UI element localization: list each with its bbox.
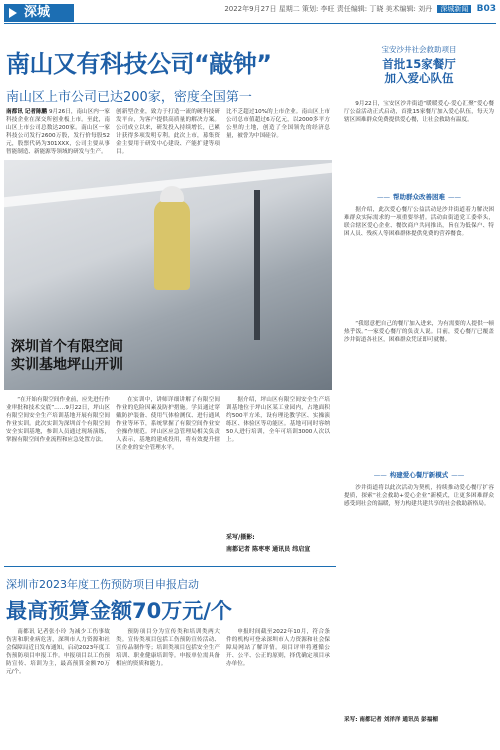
story1-text-3: 比不乏超过10%的上市企业。南山区上市公司总市值超过6万亿元，以2000多平方公里的土地，创造了全国领先的经济总量，被誉为中国硅谷。 [226, 109, 330, 139]
side-title-line-1: 首批15家餐厅 [382, 57, 456, 71]
story3-column-2 [116, 628, 220, 746]
story2-text-3: 据介绍，坪山区有限空间安全生产培训基地位于坪山区某工业园内，占地面积约500平方米，设有理论教学区、实操演练区、体验区等功能区。基地可同时容纳50人进行培训，全年可培训3000人次以上。 [226, 397, 330, 443]
story2-text-1: “在开始有限空间作业前，应先进行作业审批和技术交底”……9月22日，坪山区有限空间安全生产培训基地开展有限空间作业实训。此次实训为深圳首个有限空间安全实训基地，参训人员通过现场演练，掌握有限空间作业流程和应急处置方法。 [6, 397, 110, 443]
side-title-line-2: 加入爱心队伍 [384, 71, 454, 85]
story2-text-2: 在实训中，讲师详细讲解了有限空间作业的危险因素及防护措施。学员通过穿戴防护装备、使用气体检测仪、进行通风作业等环节，系统掌握了有限空间作业安全操作规范。坪山区应急管理局相关负责人表示，基地的建成投用，将有效提升辖区企业的安全管理水平。 [116, 397, 220, 451]
story1-title: 南山又有科技公司“敲钟” [6, 50, 272, 78]
edition-badge: 深城新闻 [437, 5, 471, 13]
photo-caption-line-2: 实训基地坪山开训 [11, 357, 123, 373]
side-paragraph-2 [344, 320, 494, 430]
side-paragraph-2-text: “我愿意把自己的餐厅加入进来，为有需要的人提供一顿热乎饭。”一家爱心餐厅的负责人说。目前，爱心餐厅已覆盖沙井街道各社区，困难群众凭证即可就餐。 [344, 321, 494, 343]
story3-title: 最高预算金额70万元/个 [6, 599, 232, 623]
story2-column-1 [6, 396, 110, 562]
side-paragraph-3-text: 沙井街道将以此次活动为契机，持续推动爱心餐厅扩容提质，探索“社会救助+爱心企业”新模式，让更多困难群众感受到社会的温暖，努力构建共建共享的社会救助新格局。 [344, 485, 494, 507]
story3-divider [4, 566, 336, 567]
side-paragraph-3 [344, 484, 494, 710]
side-intro-text: 9月22日，宝安区沙井街道“暖暖爱心·爱心汇聚”爱心餐厅公益活动正式启动，首批15家餐厅加入爱心队伍，每天为辖区困难群众免费提供爱心餐，让社会救助有温度。 [344, 101, 494, 123]
side-title [344, 57, 494, 85]
story1-subtitle: 南山区上市公司已达200家，密度全国第一 [6, 90, 252, 105]
header-rule [4, 23, 496, 24]
story3-kicker: 深圳市2023年度工伤预防项目申报启动 [6, 578, 199, 591]
photo-pole [254, 190, 260, 340]
story3-column-3 [226, 628, 330, 746]
story2-byline-label: 采写/摄影: [226, 534, 255, 541]
side-kicker: 宝安沙井社会救助项目 [381, 45, 457, 54]
story3-text-3: 申报时间截至2022年10月，符合条件的机构可登录深圳市人力资源和社会保障局网站了解详情。项目评审将遵循公开、公平、公正的原则，择优确定项目承办单位。 [226, 629, 330, 667]
side-byline: 采写: 南都记者 刘洋洋 通讯员 彭福楣 [344, 717, 438, 723]
page-number: B03 [476, 4, 496, 14]
story2-column-3 [226, 396, 330, 526]
section-brand: 深城 [4, 4, 74, 22]
story3-column-1 [6, 628, 110, 746]
side-paragraph-1-text: 据介绍，此次爱心餐厅公益活动是沙井街道着力解决困难群众实际需求的一项重要举措。活动由街道党工委牵头，联合辖区爱心企业、餐饮商户共同推出，旨在为低保户、特困人员、残疾人等困难群体提供免费的营养餐食。 [344, 207, 494, 237]
side-intro [344, 100, 494, 184]
page-header [0, 0, 500, 24]
header-date-editors: 2022年9月27日 星期二 策划: 李旺 责任编辑: 丁晓 美术编辑: 刘丹 [224, 5, 433, 13]
story3-text-2: 预防项目分为宣传类和培训类两大类。宣传类项目包括工伤预防宣传活动、宣传品制作等；培训类项目包括安全生产培训、职业健康培训等。申报单位需具备相应的资质和能力。 [116, 629, 220, 667]
photo-caption-line-1: 深圳首个有限空间 [11, 339, 123, 355]
side-section-2-heading: —— 构建爱心餐厅新模式 —— [344, 470, 494, 479]
training-photo [4, 160, 332, 390]
story1-text-1: 9月26日，南山区内一家科技企业在深交所创业板上市。至此，南山区上市公司总数达200家。南山区一家科技公司发行2600万股，发行价每股52元，股票代码为301XXX，公司主要从事智能制造、新能源等领域的研发与生产。 [6, 109, 110, 155]
side-paragraph-1 [344, 206, 494, 316]
story1-text-2: 创新型企业，致力于打造一流的硬科技研发平台，为客户提供高质量的解决方案。公司成立以来，研发投入持续增长，已累计获得多项发明专利。此次上市，募集资金主要用于研发中心建设、产能扩建等项目。 [116, 109, 220, 155]
story1-byline: 南都讯 记者陈鹏 [6, 109, 48, 115]
side-section-1-heading: —— 帮助群众改善困难 —— [344, 192, 494, 201]
photo-worker-figure [154, 200, 190, 290]
story2-column-2 [116, 396, 220, 562]
header-meta [224, 4, 496, 14]
story2-byline-names: 南都记者 陈枣枣 通讯员 纬启宣 [226, 546, 311, 553]
story3-text-1: 南都讯 记者张小玲 为减少工伤事故伤害和职业病危害，深圳市人力资源和社会保障局近日发布通知，启动2023年度工伤预防项目申报工作。申报项目以工伤预防宣传、培训为主，最高预算金额70万元/个。 [6, 629, 110, 675]
photo-caption [11, 338, 123, 374]
